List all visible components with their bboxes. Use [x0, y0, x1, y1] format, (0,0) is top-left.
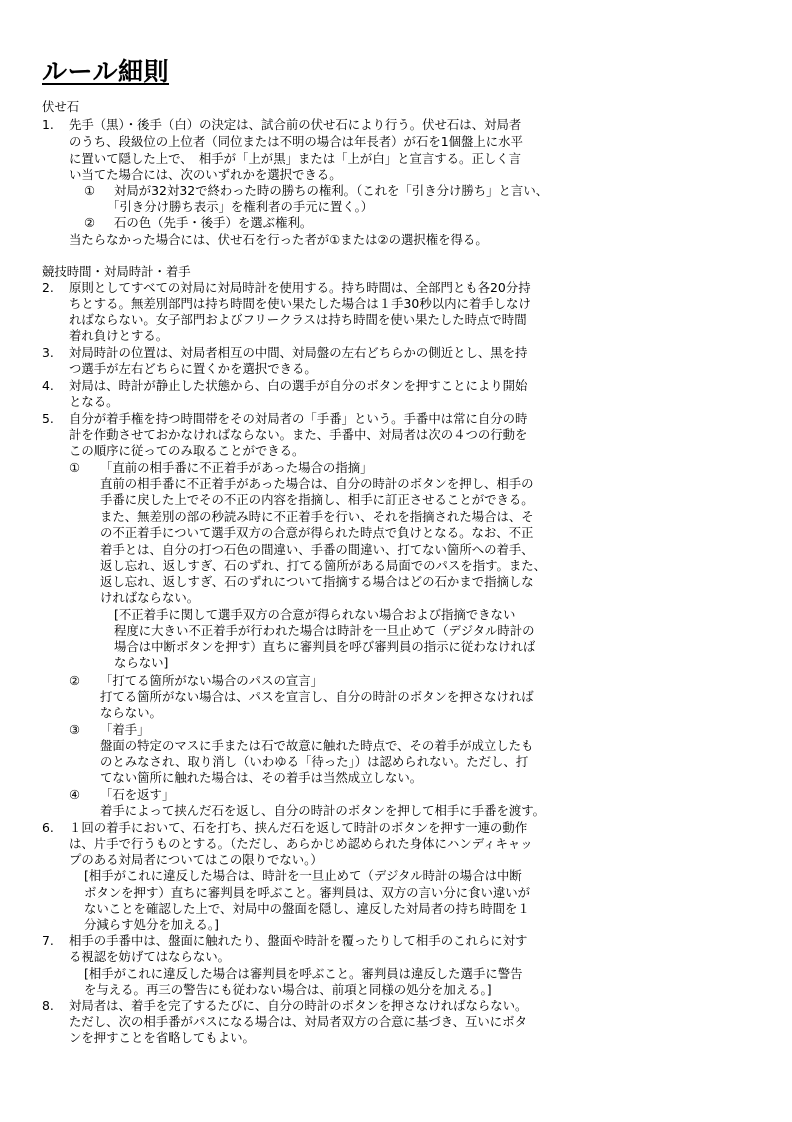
- action-marker-4: ④: [69, 787, 81, 802]
- page-title: ルール細則: [42, 57, 170, 86]
- item-number-2: 2.: [42, 280, 54, 295]
- item-number-1: 1.: [42, 117, 54, 132]
- action-1-note-3: 場合は中断ボタンを押す）直ちに審判員を呼び審判員の指示に従わなければ: [114, 639, 536, 654]
- action-1-line-4: の不正着手について選手双方の合意が得られた時点で負けとなる。なお、不正: [100, 525, 534, 540]
- item-number-8: 8.: [42, 998, 54, 1013]
- action-1-note-2: 程度に大きい不正着手が行われた場合は時計を一旦止めて（デジタル時計の: [114, 623, 535, 638]
- action-2-line-2: ならない。: [100, 705, 162, 720]
- item7-line-1: 相手の手番中は、盤面に触れたり、盤面や時計を覆ったりして相手のこれらに対す: [69, 933, 528, 948]
- action-1-line-2: 手番に戻した上でその不正の内容を指摘し、相手に訂正させることができる。: [100, 492, 534, 507]
- action-3-title: 「着手」: [100, 722, 150, 737]
- action-marker-1: ①: [69, 460, 81, 475]
- item5-line-2: 計を作動させておかなければならない。また、手番中、対局者は次の４つの行動を: [69, 427, 528, 442]
- item1-line-2: のうち、段級位の上位者（同位または不明の場合は年長者）が石を1個盤上に水平: [69, 134, 523, 149]
- item-number-4: 4.: [42, 378, 54, 393]
- action-1-line-8: ければならない。: [100, 590, 200, 605]
- option-marker-1: ①: [84, 183, 96, 198]
- action-4-line-1: 着手によって挟んだ石を返し、自分の時計のボタンを押して相手に手番を渡す。: [100, 803, 546, 818]
- action-1-note-1: [不正着手に関して選手双方の合意が得られない場合および指摘できない: [114, 607, 516, 622]
- action-2-line-1: 打てる箇所がない場合は、パスを宣言し、自分の時計のボタンを押さなければ: [100, 689, 534, 704]
- item4-line-2: となる。: [69, 394, 119, 409]
- item-number-6: 6.: [42, 820, 54, 835]
- item2-line-1: 原則としてすべての対局に対局時計を使用する。持ち時間は、全部門とも各20分持: [69, 280, 531, 295]
- item7-note-2: を与える。再三の警告にも従わない場合は、前項と同様の処分を加える。]: [84, 982, 492, 997]
- action-marker-3: ③: [69, 722, 81, 737]
- item3-line-1: 対局時計の位置は、対局者相互の中間、対局盤の左右どちらかの側近とし、黒を持: [69, 345, 528, 360]
- section-heading-fuseishi: 伏せ石: [42, 99, 80, 114]
- action-1-line-6: 返し忘れ、返しすぎ、石のずれ、打てる箇所がある局面でのパスを指す。また、: [100, 558, 547, 573]
- item2-line-2: ちとする。無差別部門は持ち時間を使い果たした場合は１手30秒以内に着手しなけ: [69, 296, 531, 311]
- item2-line-4: 着れ負けとする。: [69, 328, 169, 343]
- item-number-7: 7.: [42, 933, 54, 948]
- item6-line-1: １回の着手において、石を打ち、挟んだ石を返して時計のボタンを押す一連の動作: [69, 820, 528, 835]
- action-3-line-1: 盤面の特定のマスに手または石で故意に触れた時点で、その着手が成立したも: [100, 738, 534, 753]
- item3-line-2: つ選手が左右どちらに置くかを選択できる。: [69, 361, 317, 376]
- item5-line-3: この順序に従ってのみ取ることができる。: [69, 443, 305, 458]
- action-1-title: 「直前の相手番に不正着手があった場合の指摘」: [100, 460, 373, 475]
- item1-line-4: い当てた場合には、次のいずれかを選択できる。: [69, 167, 342, 182]
- action-1-line-5: 着手とは、自分の打つ石色の間違い、手番の間違い、打てない箇所への着手、: [100, 542, 534, 557]
- item6-note-3: ないことを確認した上で、対局中の盤面を隠し、違反した対局者の持ち時間を１: [84, 901, 530, 916]
- item6-note-4: 分減らす処分を加える。]: [84, 917, 219, 932]
- item7-note-1: [相手がこれに違反した場合は審判員を呼ぶこと。審判員は違反した選手に警告: [84, 966, 523, 981]
- item8-line-2: ただし、次の相手番がパスになる場合は、対局者双方の合意に基づき、互いにボタ: [69, 1014, 527, 1029]
- item1-line-1: 先手（黒）・後手（白）の決定は、試合前の伏せ石により行う。伏せ石は、対局者: [69, 117, 522, 132]
- item4-line-1: 対局は、時計が静止した状態から、白の選手が自分のボタンを押すことにより開始: [69, 378, 528, 393]
- item1-line-3: に置いて隠した上で、 相手が「上が黒」または「上が白」と宣言する。正しく言: [69, 151, 522, 166]
- option-1-line-1: 対局が32対32で終わった時の勝ちの権利。（これを「引き分け勝ち」と言い、: [114, 183, 549, 198]
- item6-line-2: は、片手で行うものとする。（ただし、あらかじめ認められた身体にハンディキャッ: [69, 836, 533, 851]
- item6-note-1: [相手がこれに違反した場合は、時計を一旦止めて（デジタル時計の場合は中断: [84, 868, 522, 883]
- item6-note-2: ボタンを押す）直ちに審判員を呼ぶこと。審判員は、双方の言い分に食い違いが: [84, 885, 531, 900]
- item1-closing: 当たらなかった場合には、伏せ石を行った者が①または②の選択権を得る。: [69, 232, 488, 247]
- option-marker-2: ②: [84, 215, 96, 230]
- item-number-5: 5.: [42, 411, 54, 426]
- action-3-line-3: てない箇所に触れた場合は、その着手は当然成立しない。: [100, 770, 423, 785]
- action-3-line-2: のとみなされ、取り消し（いわゆる「待った」）は認められない。ただし、打: [100, 754, 529, 769]
- action-1-line-3: また、無差別の部の秒読み時に不正着手を行い、それを指摘された場合は、そ: [100, 509, 534, 524]
- option-1-line-2: 「引き分け勝ち表示」を権利者の手元に置く。）: [107, 199, 374, 214]
- action-1-note-4: ならない]: [114, 655, 169, 670]
- action-marker-2: ②: [69, 673, 81, 688]
- item8-line-1: 対局者は、着手を完了するたびに、自分の時計のボタンを押さなければならない。: [69, 998, 528, 1013]
- item7-line-2: る視認を妨げてはならない。: [69, 949, 231, 964]
- item8-line-3: ンを押すことを省略してもよい。: [69, 1030, 255, 1045]
- item2-line-3: ればならない。女子部門およびフリークラスは持ち時間を使い果たした時点で時間: [69, 312, 527, 327]
- action-1-line-1: 直前の相手番に不正着手があった場合は、自分の時計のボタンを押し、相手の: [100, 476, 534, 491]
- section-heading-time-clock: 競技時間・対局時計・着手: [42, 264, 191, 279]
- action-1-line-7: 返し忘れ、返しすぎ、石のずれについて指摘する場合はどの石かまで指摘しな: [100, 574, 534, 589]
- action-2-title: 「打てる箇所がない場合のパスの宣言」: [100, 673, 324, 688]
- item6-line-3: プのある対局者についてはこの限りでない。）: [69, 852, 323, 867]
- item5-line-1: 自分が着手権を持つ時間帯をその対局者の「手番」という。手番中は常に自分の時: [69, 411, 528, 426]
- item-number-3: 3.: [42, 345, 54, 360]
- action-4-title: 「石を返す」: [100, 787, 175, 802]
- option-2-line-1: 石の色（先手・後手）を選ぶ権利。: [114, 215, 313, 230]
